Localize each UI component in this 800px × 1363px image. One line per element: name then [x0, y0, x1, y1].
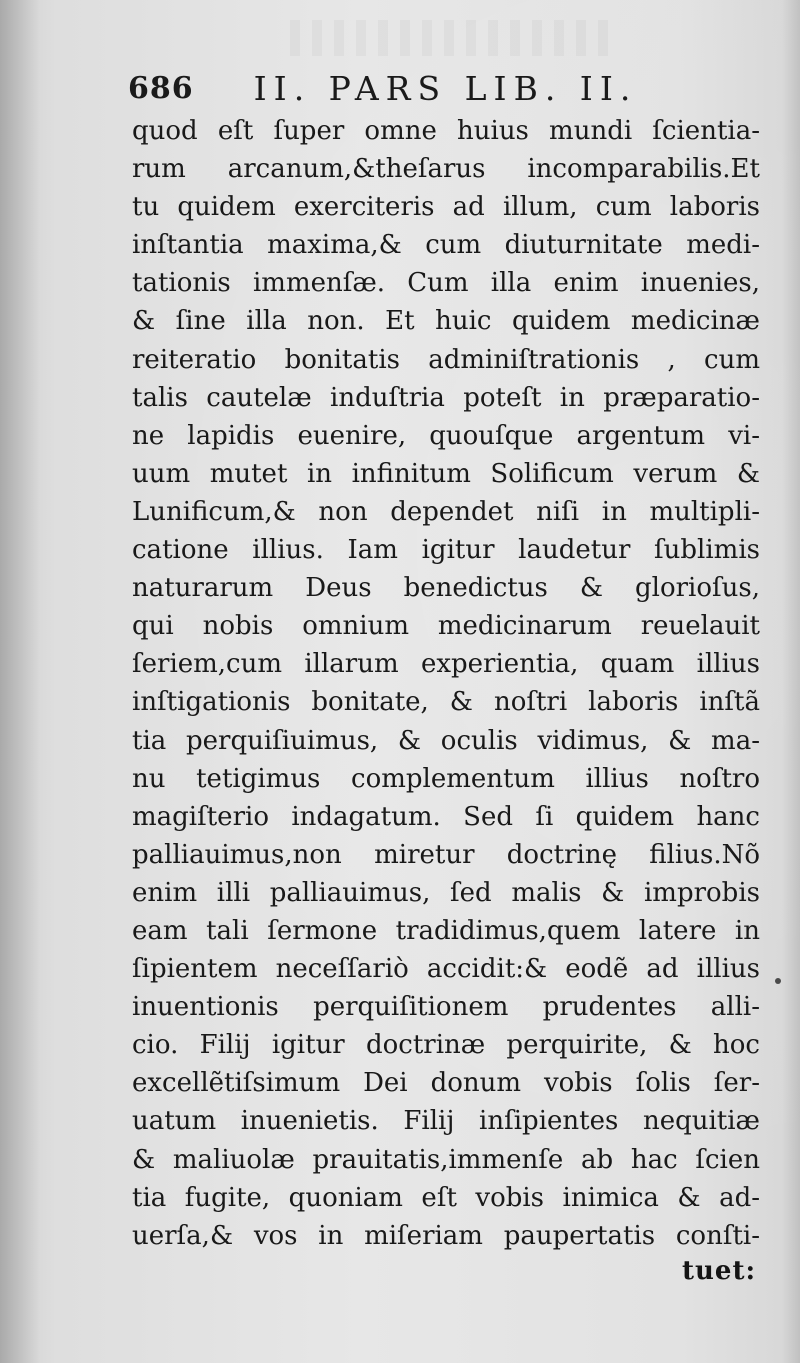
text-line: tationis immenſæ. Cum illa enim inuenies,	[132, 268, 760, 299]
text-line: naturarum Deus benedictus & glorioſus,	[132, 573, 760, 604]
text-line: uum mutet in infinitum Solificum verum &	[132, 458, 760, 489]
page-header	[128, 64, 768, 112]
text-line: inuentionis perquiſitionem prudentes alli-	[132, 992, 760, 1023]
text-line: tu quidem exerciteris ad illum, cum laboris	[132, 192, 760, 223]
text-line: & maliuolæ prauitatis,immenſe ab hac ſcien	[132, 1144, 760, 1175]
text-line: qui nobis omnium medicinarum reuelauit	[132, 611, 760, 642]
text-line: quod eſt ſuper omne huius mundi ſcientia-	[132, 116, 760, 146]
text-line: catione illius. Iam igitur laudetur ſublimis	[132, 535, 760, 566]
page-edge-shadow	[782, 0, 800, 1363]
text-line: Lunificum,& non dependet niſi in multipli-	[132, 496, 760, 527]
text-line: & ſine illa non. Et huic quidem medicinæ	[132, 306, 760, 337]
text-line: ſeriem,cum illarum experientia, quam illius	[132, 649, 760, 680]
text-line: nu tetigimus complementum illius noſtro	[132, 763, 760, 794]
text-line: palliauimus,non miretur doctrinę filius.Nõ	[132, 839, 760, 870]
text-line: ſipientem neceſſariò accidit:& eodẽ ad illius	[132, 954, 760, 985]
text-line: talis cautelæ induſtria poteſt in præparatio-	[132, 382, 760, 413]
text-line: eam tali ſermone tradidimus,quem latere in	[132, 915, 760, 946]
ink-speck	[775, 978, 781, 984]
text-line: enim illi palliauimus, ſed malis & improbis	[132, 877, 760, 908]
gutter-shadow	[0, 0, 40, 1363]
text-line: magiſterio indagatum. Sed ſi quidem hanc	[132, 801, 760, 832]
text-line: tia perquiſiuimus, & oculis vidimus, & ma-	[132, 725, 760, 756]
text-line: cio. Filij igitur doctrinæ perquirite, & hoc	[132, 1030, 760, 1061]
body-text	[132, 112, 760, 1255]
page-number: 686	[128, 70, 194, 106]
text-line: uerſa,& vos in miſeriam paupertatis conſti-	[132, 1220, 760, 1251]
text-line: uatum inuenietis. Filij inſipientes nequitiæ	[132, 1106, 760, 1137]
text-line: tia fugite, quoniam eſt vobis inimica & ad-	[132, 1182, 760, 1213]
text-line: excellẽtiſsimum Dei donum vobis ſolis ſer-	[132, 1068, 760, 1099]
text-line: inſtigationis bonitate, & noſtri laboris inſtã	[132, 687, 760, 718]
show-through-ink	[290, 20, 610, 56]
catchword: tuet:	[682, 1256, 757, 1286]
running-head: II. PARS LIB. II.	[253, 68, 638, 108]
text-line: rum arcanum,&theſarus incomparabilis.Et	[132, 154, 760, 185]
text-line: inſtantia maxima,& cum diuturnitate medi-	[132, 230, 760, 261]
text-line: ne lapidis euenire, quouſque argentum vi-	[132, 420, 760, 451]
text-line: reiteratio bonitatis adminiſtrationis , cum	[132, 344, 760, 375]
